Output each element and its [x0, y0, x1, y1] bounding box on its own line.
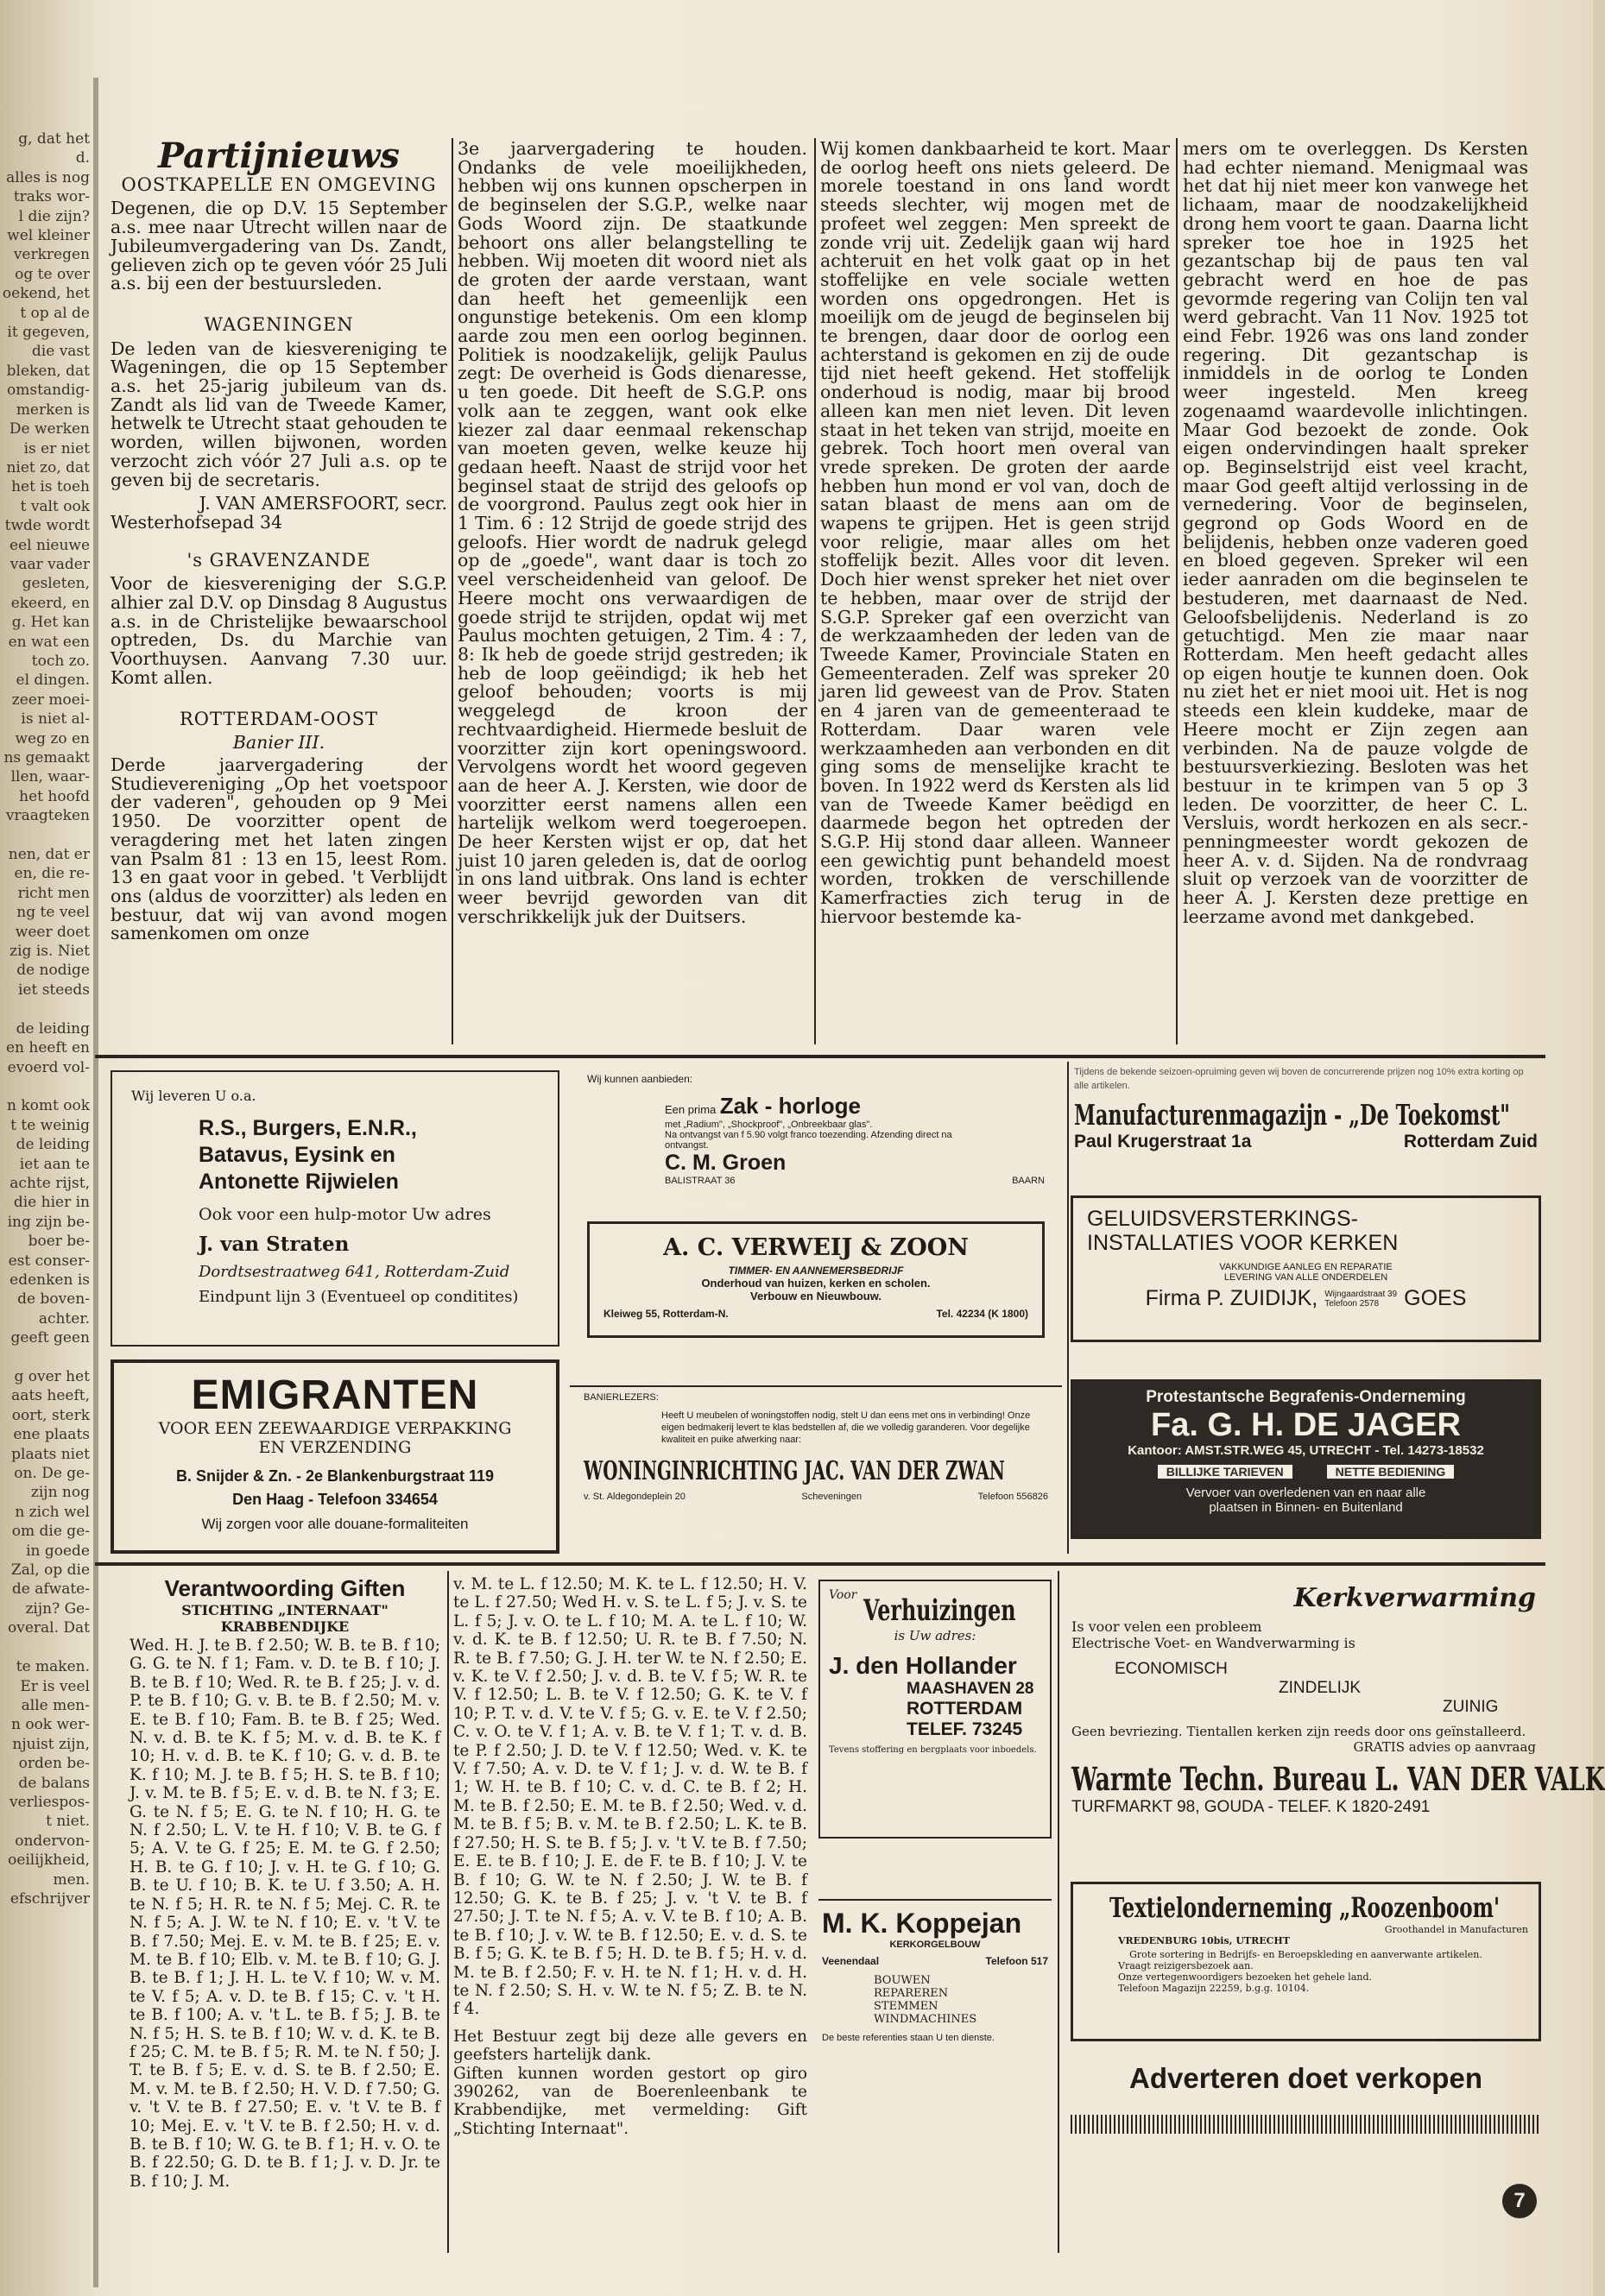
ad-word: ZINDELIJK	[1279, 1679, 1362, 1697]
bleed-line	[0, 1077, 90, 1096]
decorative-rule	[1071, 2115, 1541, 2134]
bleed-line: die hier in	[13, 1194, 90, 1212]
ad-name: Manufacturenmagazijn - „De Toekomst"	[1074, 1098, 1510, 1132]
bleed-line: De werken	[9, 420, 90, 438]
bleed-line: is er niet	[23, 439, 90, 457]
ad-sub: is Uw adres:	[894, 1628, 976, 1643]
ad-type: KERKORGELBOUW	[889, 1940, 981, 1950]
bleed-line: iet aan te	[19, 1155, 90, 1173]
ad-emigranten	[111, 1359, 559, 1554]
ad-word: ZUINIG	[1443, 1698, 1499, 1716]
bleed-line: en wat een	[8, 633, 90, 651]
ad-intro: Wij leveren U o.a.	[131, 1088, 256, 1104]
ad-service: WINDMACHINES	[874, 2013, 977, 2026]
ad-service: REPAREREN	[874, 1987, 949, 2000]
ad-line: Batavus, Eysink en	[199, 1143, 395, 1167]
page-spine	[93, 78, 98, 2287]
ad-name: J. van Straten	[199, 1233, 350, 1256]
ad-name: Warmte Techn. Bureau L. VAN DER VALK	[1071, 1760, 1605, 1798]
bleed-line: oeilijkheid,	[8, 1851, 90, 1870]
bleed-line: zijn? Ge-	[25, 1599, 90, 1618]
ad-phone: TELEF. 73245	[907, 1719, 1023, 1739]
bleed-line: t niet.	[46, 1813, 90, 1831]
bleed-line: t te weinig	[10, 1116, 90, 1134]
bleed-line: llen, waar-	[10, 768, 90, 786]
ad-name: M. K. Koppejan	[822, 1908, 1022, 1939]
bleed-line: boer be-	[28, 1233, 90, 1251]
ad-line: GELUIDSVERSTERKINGS-	[1087, 1207, 1358, 1231]
bleed-line: g, dat het	[18, 130, 90, 148]
bleed-line: iet steeds	[17, 981, 90, 999]
ad-phone: Telefoon 556826	[977, 1492, 1048, 1502]
bleed-line: plaats niet	[11, 1445, 90, 1463]
ad-sub: Groothandel in Manufacturen	[1384, 1924, 1528, 1935]
bleed-line: ng te veel	[16, 904, 90, 922]
bleed-line: achter.	[38, 1309, 90, 1328]
bleed-line: gesleten,	[22, 575, 90, 593]
ad-line: Grote sortering in Bedrijfs- en Beroepskleding en aanverwante artikelen.	[1129, 1949, 1482, 1960]
ad-line: Antonette Rijwielen	[199, 1170, 399, 1194]
ad-den-hollander	[818, 1580, 1052, 1839]
ad-note: De beste referenties staan U ten dienste.	[822, 2033, 995, 2043]
bleed-line: om die ge-	[11, 1523, 90, 1541]
ad-street: Paul Krugerstraat 1a	[1074, 1132, 1252, 1151]
block-heading: 's GRAVENZANDE	[186, 549, 371, 571]
ad-verantwoording-giften	[130, 1575, 440, 2249]
block-text: Voor de kiesvereniging der S.G.P. alhier zal D.V. op Dinsdag 8 Augustus a.s. in de Christelijke bewaarschool optreden, Ds. du Marchie van Voorthuysen. Aanvang 7.30 uur. Komt allen.	[111, 573, 447, 688]
bleed-line: el dingen.	[16, 672, 90, 690]
bleed-line	[0, 1000, 90, 1019]
ad-firm: Firma P. ZUIDIJK,	[1145, 1286, 1318, 1310]
bleed-line: zig is. Niet	[9, 943, 90, 961]
ad-line: Electrische Voet- en Wandverwarming is	[1071, 1635, 1355, 1651]
ad-verweij	[587, 1221, 1045, 1338]
ad-phone: Tel. 42234 (K 1800)	[936, 1308, 1028, 1320]
ad-city: Veenendaal	[822, 1955, 880, 1967]
bleed-line: weer doet	[15, 923, 90, 941]
block-text: De leden van de kiesvereniging te Wageningen, die op 15 September a.s. het 25-jarig jubileum van ds. Zandt als lid van de Tweede Kamer, hetwelk te Utrecht staat gehouden te worden, willen bijwonen, worden verzocht zich vóór 27 Juli a.s. op te geven bij de secretaris.	[111, 337, 447, 490]
ad-line: INSTALLATIES VOOR KERKEN	[1087, 1231, 1399, 1255]
bleed-line: oekend, het	[2, 285, 90, 303]
block-text: Derde jaarvergadering der Studievereniging „Op het voetspoor der vaderen", gehouden op 9 Mei 1950. De voorzitter opent de veragdering met het laten zingen van Psalm 81 : 13 en 15, leest Rom. 13 en gaat voor in gebed. 't Verblijdt ons (aldus de voorzitter) als leden en bestuur, dat wij van avond mogen samenkomen om onze	[111, 754, 447, 944]
ad-tag: NETTE BEDIENING	[1327, 1465, 1455, 1479]
ad-name: Fa. G. H. DE JAGER	[1151, 1407, 1461, 1443]
bleed-line: g. Het kan	[11, 614, 90, 632]
bleed-line: wel kleiner	[7, 227, 90, 245]
ad-line: LEVERING VAN ALLE ONDERDELEN	[1223, 1272, 1388, 1283]
ad-groen	[570, 1066, 1062, 1204]
bleed-line: de boven-	[17, 1290, 90, 1309]
ad-van-der-valk	[1066, 1580, 1605, 1869]
bleed-line: overal. Dat	[7, 1619, 90, 1637]
bleed-line	[0, 1348, 90, 1367]
bleed-line: geeft geen	[10, 1329, 90, 1347]
section-divider	[95, 1055, 1545, 1058]
bleed-line: evoerd vol-	[7, 1058, 90, 1076]
ad-address: Kantoor: AMST.STR.WEG 45, UTRECHT - Tel. 14273-18532	[1128, 1443, 1484, 1458]
ad-line: Is voor velen een probleem	[1071, 1618, 1262, 1635]
bleed-line: en, die re-	[14, 865, 90, 883]
bleed-line: het hoofd	[19, 787, 90, 805]
bleed-line: ene plaats	[13, 1426, 90, 1444]
column-rule	[1176, 138, 1178, 1044]
ad-text: Adverteren doet verkopen	[1129, 2062, 1482, 2094]
bleed-line: verliespos-	[9, 1793, 90, 1811]
column-rule	[814, 138, 816, 1044]
ad-title: Verhuizingen	[863, 1593, 1016, 1628]
ad-line: Vraagt reizigersbezoek aan.	[1118, 1960, 1254, 1971]
bleed-line: oort, sterk	[11, 1406, 90, 1424]
bleed-line: Zal, op die	[10, 1561, 90, 1580]
bleed-line: de afwate-	[11, 1580, 90, 1599]
accounts-org: KRABBENDIJKE	[220, 1618, 350, 1635]
bleed-line: t op al de	[20, 304, 90, 322]
bleed-line: l die zijn?	[18, 207, 90, 225]
bleed-line: weg zo en	[15, 729, 90, 747]
bleed-line: eel nieuwe	[9, 536, 90, 554]
column-rule	[1058, 1571, 1059, 2253]
bleed-line: vaar vader	[9, 555, 90, 573]
bleed-line: die vast	[31, 343, 90, 361]
bleed-line: men.	[53, 1870, 90, 1889]
ad-intro: Wij kunnen aanbieden:	[587, 1073, 693, 1085]
column-1	[111, 136, 447, 944]
ad-title: EMIGRANTEN	[191, 1372, 479, 1418]
ad-note: Tevens stoffering en bergplaats voor inboedels.	[829, 1745, 1037, 1755]
column-rule	[1067, 1062, 1069, 1554]
ad-city: BAARN	[1012, 1176, 1045, 1186]
bleed-line: zijn nog	[30, 1484, 90, 1502]
ad-line: Geen bevriezing. Tientallen kerken zijn reeds door ons geïnstalleerd.	[1071, 1724, 1526, 1739]
ad-line: plaatsen in Binnen- en Buitenland	[1209, 1500, 1403, 1515]
ad-line: EN VERZENDING	[258, 1438, 412, 1457]
bleed-line: merken is	[16, 401, 90, 419]
accounts-list: v. M. te L. f 12.50; M. K. te L. f 12.50; H. V. te L. f 27.50; Wed H. v. S. te L. f 5; J. v. S. te L. f 5; J. v. O. te L. f 10; M. A. te L. f 10; W. v. d. K. te B. f 12.50; U. R. te B. f 7.50; N. R. te B. f 7.50; G. J. H. ter W. te N. f 2.50; E. v. K. te V. f 2.50; J. v. d. B. te V. f 5; W. R. te V. f 12.50; L. B. te V. f 12.50; G. K. te V. f 10; P. T. v. d. V. te V. f 5; G. v. E. te V. f 2.50; C. v. O. te V. f 1; A. v. B. te V. f 1; T. v. d. B. te P. f 2.50; J. D. te V. f 12.50; Wed. v. K. te V. f 7.50; A. v. D. te V. f 1; J. v. d. W. te B. f 1; W. H. te B. f 10; C. v. d. C. te B. f 2; H. M. te B. f 2.50; E. M. te B. f 2.50; Wed. v. d. M. te B. f 5; B. v. M. te B. f 2.50; L. K. te B. f 27.50; H. S. te B. f 5; J. v. 't V. te B. f 7.50; E. E. te B. f 10; J. E. de F. te B. f 10; J. V. te B. f 10; G. W. te N. f 2.50; J. W. te B. f 12.50; G. K. te B. f 25; J. v. 't V. te B. f 27.50; J. T. te N. f 5; A. v. V. te B. f 10; A. B. te B. f 10; J. v. W. te B. f 12.50; E. v. d. S. te B. f 5; G. K. te B. f 5; H. D. te B. f 5; H. v. d. M. te B. f 2.50; F. v. H. te N. f 1; H. v. d. H. te N. f 2.50; S. H. v. W. te N. f 5; Z. B. te N. f 4.	[453, 1575, 807, 2019]
ad-phone: Telefoon 517	[985, 1955, 1048, 1967]
bleed-line	[0, 826, 90, 845]
bleed-line: njuist zijn,	[12, 1735, 90, 1753]
bleed-line: traks wor-	[13, 188, 90, 206]
bleed-line: aats heeft,	[11, 1387, 90, 1405]
ad-service: STEMMEN	[874, 2000, 938, 2013]
ad-city: ROTTERDAM	[907, 1699, 1023, 1719]
accounts-title: Verantwoording Giften	[164, 1575, 406, 1601]
bleed-line: niet zo, dat	[6, 458, 90, 476]
bleed-line: n zich wel	[15, 1503, 90, 1521]
bleed-line: on. De ge-	[14, 1465, 90, 1483]
block-subheading: Banier III.	[232, 732, 325, 754]
accounts-column-2	[453, 1575, 807, 2138]
ad-note: Eindpunt lijn 3 (Eventueel op conditites)	[199, 1288, 519, 1306]
bleed-line: efschrijver	[9, 1889, 90, 1908]
bleed-line: n komt ook	[6, 1097, 90, 1115]
bleed-line: ondervon-	[15, 1832, 90, 1850]
ad-line: Vervoer van overledenen van en naar alle	[1185, 1485, 1426, 1500]
ad-city: Scheveningen	[801, 1492, 863, 1502]
ad-van-der-zwan	[570, 1385, 1062, 1554]
column-3	[820, 140, 1170, 927]
bleed-line: ing zijn be-	[7, 1213, 90, 1231]
ad-koppejan	[818, 1899, 1052, 2123]
ad-line: VOOR EEN ZEEWAARDIGE VERPAKKING	[158, 1419, 512, 1438]
ad-line: Onderhoud van huizen, kerken en scholen.	[701, 1277, 931, 1290]
bleed-line: is niet al-	[21, 710, 90, 729]
block-heading: OOSTKAPELLE EN OMGEVING	[121, 173, 437, 195]
ad-zuidijk	[1071, 1195, 1541, 1342]
ad-type: TIMMER- EN AANNEMERSBEDRIJF	[728, 1265, 904, 1277]
ad-line: Onze vertegenwoordigers bezoeken het gehele land.	[1118, 1971, 1372, 1983]
bleed-line: toch zo.	[31, 652, 90, 670]
bleed-line: edenken is	[9, 1271, 90, 1289]
ad-name: C. M. Groen	[665, 1151, 787, 1175]
bleed-line: alles is nog	[6, 168, 90, 186]
bleed-line: t valt ook	[20, 497, 90, 515]
bleed-line: zeer moei-	[11, 691, 90, 709]
bleed-line: in goede	[26, 1542, 90, 1560]
bleed-line: g over het	[14, 1368, 90, 1385]
column-4	[1183, 140, 1528, 927]
ad-prefix: Voor	[829, 1588, 857, 1602]
ad-address: Kleiweg 55, Rotterdam-N.	[603, 1308, 729, 1320]
ad-address: Dordtsestraatweg 641, Rotterdam-Zuid	[199, 1263, 510, 1281]
ad-line: VAKKUNDIGE AANLEG EN REPARATIE	[1219, 1262, 1393, 1272]
ad-address: VREDENBURG 10bis, UTRECHT	[1118, 1935, 1290, 1946]
ad-street: BALISTRAAT 36	[665, 1176, 736, 1186]
bleed-line: alle men-	[21, 1696, 90, 1714]
bleed-line: richt men	[17, 884, 90, 902]
ad-name: A. C. VERWEIJ & ZOON	[663, 1234, 969, 1261]
bleed-line: n ook wer-	[10, 1716, 90, 1734]
ad-firm: B. Snijder & Zn. - 2e Blankenburgstraat 119	[175, 1467, 495, 1485]
bleed-line	[0, 1638, 90, 1657]
bleed-line: het is toeh	[11, 478, 90, 496]
section-divider	[95, 1562, 1545, 1566]
ad-line: Protestantsche Begrafenis-Onderneming	[1146, 1388, 1466, 1406]
accounts-closing: Het Bestuur zegt bij deze alle gevers en geefsters hartelijk dank.	[453, 2027, 807, 2065]
block-heading: ROTTERDAM-OOST	[180, 708, 378, 729]
ad-desc: Na ontvangst van f 5.90 volgt franco toezending. Afzending direct na ontvangst.	[665, 1130, 952, 1151]
block-heading: WAGENINGEN	[204, 313, 354, 335]
bleed-line: te maken.	[16, 1658, 90, 1676]
ad-address: v. St. Aldegondeplein 20	[584, 1492, 686, 1502]
bleed-line: bleken, dat	[6, 362, 90, 380]
accounts-closing: Giften kunnen worden gestort op giro 390262, van de Boerenleenbank te Krabbendijke, met vermelding: Gift „Stichting Internaat".	[453, 2064, 807, 2138]
ad-line: R.S., Burgers, E.N.R.,	[199, 1116, 417, 1140]
ad-product: Zak - horloge	[719, 1093, 861, 1119]
bleed-line: twde wordt	[4, 517, 90, 535]
signature-address: Westerhofsepad 34	[111, 511, 283, 533]
column-4-text: mers om te overleggen. Ds Kersten had echter niemand. Menigmaal was het dat hij niet meer kon vanwege het lichaam, maar de noodzakelijkheid drong hem voort te gaan. Daarna licht spreker toe hoe in 1925 het gezantschap bij de paus ten val gebracht werd en hoe de pas gevormde regering van Colijn ten val werd gebracht. Van 11 Nov. 1925 tot eind Febr. 1926 was ons land zonder regering. Dit gezantschap is inmiddels in de oorlog te Londen weer ingesteld. Men kreeg zogenaamd waardevolle inlichtingen. Maar God bezoekt de zonde. Ook eigen ondervindingen haalt spreker op. Beginselstrijd eist veel kracht, maar God geeft altijd verlossing in de vernedering. Voor de beginselen, gegrond op Gods Woord en de belijdenis, hebben onze vaderen goed en bloed gegeven. Spreker wil een ieder aanraden om die beginselen te bestuderen, met daarnaast de Ned. Geloofsbelijdenis. Nederland is zo getuchtigd. Men zie maar naar Rotterdam. Men heeft gedacht alles op eigen houtje te kunnen doen. Ook nu ziet het er niet mooi uit. Het is nog steeds een klein kuddeke, maar de Heere mocht er Zijn zegen aan verbinden. Na de pauze volgde de bestuursverkiezing. Besloten was het bestuur in te krimpen van 5 op 3 leden. De voorzitter, de heer C. L. Versluis, wordt herkozen en als secr.-penningmeester wordt gekozen de heer A. v. d. Sijden. Na de rondvraag sluit op verzoek van de voorzitter de heer A. J. Kersten deze prettige en leerzame avond met dankgebed.	[1183, 138, 1528, 927]
ad-intro: BANIERLEZERS:	[584, 1392, 659, 1403]
bleed-line: de leiding	[16, 1136, 90, 1154]
ad-van-straten	[111, 1070, 559, 1347]
block-text: Degenen, die op D.V. 15 September a.s. mee naar Utrecht willen naar de Jubileumvergadering van Ds. Zandt, gelieven zich op te geven vóór 25 Juli a.s. bij een der bestuursleden.	[111, 198, 447, 294]
bleed-line: en heeft en	[5, 1039, 90, 1057]
ad-line: Telefoon Magazijn 22259, b.g.g. 10104.	[1118, 1983, 1310, 1994]
ad-city: Rotterdam Zuid	[1403, 1132, 1538, 1151]
column-rule	[447, 1571, 449, 2253]
ad-line: Verbouw en Nieuwbouw.	[750, 1290, 881, 1303]
bleed-line: de nodige	[16, 962, 90, 980]
ad-prefix: Een prima	[665, 1103, 717, 1116]
bleed-line: Er is veel	[20, 1677, 90, 1695]
ad-line: Ook voor een hulp-motor Uw adres	[199, 1205, 491, 1224]
ad-service: BOUWEN	[874, 1974, 931, 1987]
bleed-line: nen, dat er	[8, 846, 90, 864]
signature: J. VAN AMERSFOORT, secr.	[199, 493, 447, 514]
ad-city: GOES	[1404, 1286, 1467, 1310]
column-3-text: Wij komen dankbaarheid te kort. Maar de oorlog heeft ons niets geleerd. De morele toestand in ons land wordt steeds slechter, wij mogen met de profeet wel zeggen: Men spreekt de zonde vrij uit. Zedelijk gaan wij hard achteruit en het volk gaat op in het stoffelijke en vele sociale wetten worden ons opgedrongen. Het is moeilijk om de jeugd de beginselen bij te brengen, daar door de oorlog een achterstand is gekomen en zij de oude tijd niet heeft gekend. Het stoffelijk onderhoud is nodig, maar bij brood alleen kan men niet leven. Dit leven staat in het teken van strijd, moeite en gebrek. Toch hoort men overal van vrede spreken. De groten der aarde hebben hun mond er vol van, doch de satan blaast de mens aan om de wapens te grijpen. Het is geen strijd voor religie, maar alles om het stoffelijk bezit. Alles voor dit leven. Doch hier wenst spreker het niet over te hebben, maar over de strijd der S.G.P. Spreker gaf een overzicht van de werkzaamheden der leden van de Tweede Kamer, Provinciale Staten en Gemeenteraden. Zelf was spreker 20 jaren lid geweest van de Prov. Staten en 4 jaren van de gemeenteraad te Rotterdam. Daar waren vele werkzaamheden aan verbonden en dit ging soms de menselijke kracht te boven. In 1922 werd ds Kersten als lid van de Tweede Kamer beëdigd en daarmede begon het optreden der S.G.P. Hij stond daar alleen. Wanneer een gewichtig punt behandeld moest worden, trokken de verschillende Kamerfracties zich terug in de hiervoor bestemde ka-	[820, 138, 1170, 927]
ad-de-toekomst	[1071, 1062, 1541, 1187]
bleed-line: ns gemaakt	[3, 749, 90, 766]
ad-address: TURFMARKT 98, GOUDA - TELEF. K 1820-2491	[1071, 1798, 1431, 1816]
ad-name: Textielonderneming „Roozenboom'	[1109, 1891, 1501, 1924]
bleed-line: verkregen	[13, 246, 90, 264]
ad-line: GRATIS advies op aanvraag	[1353, 1739, 1536, 1755]
ad-phone: Telefoon 2578	[1324, 1298, 1380, 1309]
ad-word: ECONOMISCH	[1115, 1660, 1228, 1678]
bleed-line: d.	[75, 149, 90, 167]
bleed-line: achte rijst,	[9, 1174, 90, 1192]
accounts-list: Wed. H. J. te B. f 2.50; W. B. te B. f 10; G. G. te N. f 1; Fam. v. D. te B. f 10; J. B. te B. f 10; Wed. R. te B. f 25; J. v. d. P. te B. f 10; G. v. B. te B. f 2.50; M. v. E. te B. f 10; Fam. B. te B. f 25; Wed. N. v. d. B. te K. f 5; M. v. d. B. te K. f 10; H. v. d. B. te K. f 10; G. v. d. B. te K. f 10; M. J. te B. f 5; H. S. te B. f 10; J. v. M. te B. f 5; E. v. d. B. te N. f 3; E. G. te N. f 5; E. G. te N. f 10; H. G. te N. f 2.50; L. V. te H. f 10; V. B. te G. f 5; A. V. te G. f 25; E. M. te G. f 2.50; H. B. te G. f 10; J. v. H. te G. f 10; G. B. te U. f 10; B. K. te U. f 3.50; A. H. te N. f 5; H. R. te N. f 5; Mej. C. R. te N. f 5; A. J. W. te N. f 10; E. v. 't V. te B. f 7.50; Mej. E. v. M. te B. f 25; E. v. M. te B. f 10; Elb. v. M. te B. f 10; G. J. B. te B. f 1; J. H. L. te V. f 10; W. v. M. te V. f 5; A. v. D. te B. f 15; C. v. 't H. te B. f 100; A. v. 't L. te B. f 5; J. B. te N. f 5; H. S. te B. f 10; W. v. d. K. te B. f 25; C. M. te B. f 5; R. M. te N. f 50; J. T. te B. f 5; E. v. d. S. te B. f 2.50; E. M. v. M. te B. f 2.50; H. V. D. f 7.50; G. v. 't V. te B. f 27.50; E. v. 't V. te B. f 10; Mej. E. v. 't V. te B. f 2.50; H. v. d. B. te B. f 10; W. G. te B. f 1; H. v. O. te B. f 22.50; G. D. te B. f 1; J. v. D. Jr. te B. f 10; J. M.	[130, 1637, 440, 2191]
ad-city: Den Haag - Telefoon 334654	[232, 1491, 438, 1508]
section-title: Partijnieuws	[158, 136, 400, 176]
ad-tag: BILLIJKE TARIEVEN	[1158, 1465, 1292, 1479]
ad-desc: met „Radium", „Shockproof", „Onbreekbaar glas".	[665, 1120, 873, 1130]
page-number: 7	[1502, 2184, 1537, 2218]
accounts-org: STICHTING „INTERNAAT"	[181, 1602, 389, 1618]
ad-de-jager	[1071, 1379, 1541, 1539]
column-rule	[452, 138, 453, 1044]
bleed-line: omstandig-	[7, 382, 90, 400]
ad-footer: Wij zorgen voor alle douane-formaliteiten	[201, 1516, 469, 1532]
ad-street: Wijngaardstraat 39	[1324, 1289, 1398, 1299]
bleed-line: og te over	[15, 265, 90, 283]
ad-name: J. den Hollander	[829, 1652, 1017, 1679]
column-2	[458, 140, 807, 927]
bleed-line: ekeerd, en	[10, 594, 90, 612]
ad-intro: Tijdens de bekende seizoen-opruiming geven wij boven de concurrerende prijzen nog 10% extra korting op alle artikelen.	[1074, 1067, 1524, 1091]
bleed-line: de balans	[18, 1774, 90, 1792]
column-2-text: 3e jaarvergadering te houden. Ondanks de vele moeilijkheden, hebben wij ons kunnen opscherpen in de beginselen der S.G.P., welke naar Gods Woord zijn. De staatkunde behoort ons aller belangstelling te hebben. Wij moeten dit woord niet als de groten der aarde verstaan, want dan heeft het gemeenlijk een ongunstige betekenis. Om een klomp aarde zou men een oorlog beginnen. Politiek is noodzakelijk, gelijk Paulus zegt: De overheid is Gods dienaresse, u ten goede. Dit heeft de S.G.P. ons volk aan te zeggen, want ook elke kiezer zal daar eenmaal rekenschap van moeten geven, welke keuze hij gedaan heeft. Naast de strijd voor het beginsel staat de strijd des geloofs op de voorgrond. Paulus zegt ook hier in 1 Tim. 6 : 12 Strijd de goede strijd des geloofs. Hier wordt de nadruk gelegd op de „goede", want daar is toch zo veel verscheidenheid van geloof. De Heere mocht ons verwaardigen de goede strijd te strijden, opdat wij met Paulus mochten getuigen, 2 Tim. 4 : 7, 8: Ik heb de goede strijd gestreden; ik heb de loop geëindigd; ik heb het geloof behouden; voorts is mij weggelegd de kroon der rechtvaardigheid. Hiermede besluit de voorzitter zijn kort openingswoord. Vervolgens wordt het woord gegeven aan de heer A. J. Kersten, wie door de voorzitter eerst namens allen een hartelijk welkom werd toegeroepen. De heer Kersten wijst er op, dat het juist 10 jaren geleden is, dat de oorlog in ons land uitbrak. Ons land is echter weer bevrijd geworden van dit verschrikkelijk juk der Duitsers.	[458, 138, 807, 927]
bleed-line: de leiding	[16, 1019, 90, 1038]
left-page-bleed	[0, 129, 90, 2218]
ad-title: Kerkverwarming	[1293, 1583, 1536, 1613]
bleed-line: it gegeven,	[7, 324, 90, 342]
ad-roozenboom	[1071, 1882, 1541, 2041]
ad-street: MAASHAVEN 28	[907, 1680, 1034, 1698]
bleed-line: est conser-	[8, 1252, 90, 1270]
bleed-line: vraagteken	[5, 807, 90, 825]
ad-name: WONINGINRICHTING JAC. VAN DER ZWAN	[584, 1456, 1005, 1486]
ad-text: Heeft U meubelen of woningstoffen nodig, stelt U dan eens met ons in verbinding! Onze eigen bedmakerij levert te klas bedstellen af, die we volledig garanderen. Voor degelijke kwaliteit en puike afwerking naar:	[661, 1410, 1031, 1445]
bleed-line: orden be-	[18, 1755, 90, 1773]
